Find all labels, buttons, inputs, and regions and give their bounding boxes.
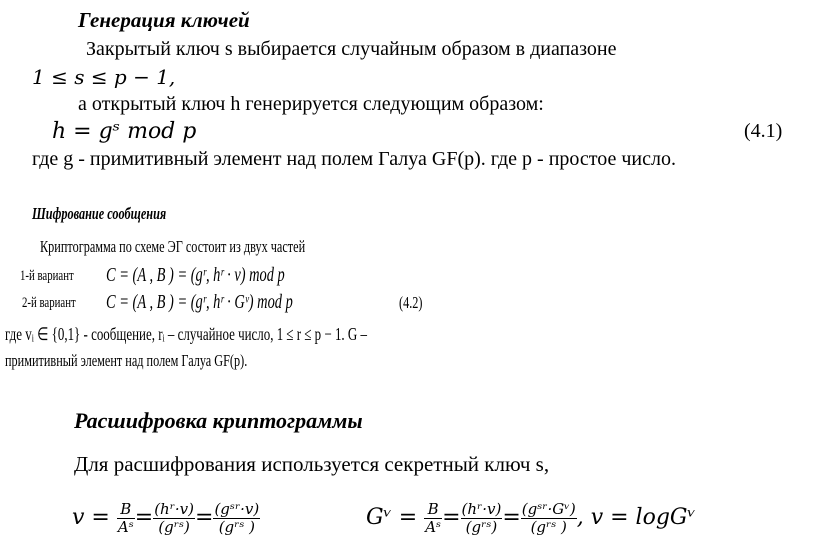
fraction-denominator: (gʳˢ ) bbox=[218, 517, 256, 536]
paragraph-line: Для расшифрования используется секретный ключ s, bbox=[74, 452, 550, 476]
fraction bbox=[117, 501, 135, 536]
fraction-denominator: Aˢ bbox=[117, 517, 134, 536]
variant-formula: C = (A , B ) = (gʳ, hʳ · Gᵛ) mod p bbox=[106, 291, 293, 313]
variant-label: 1-й вариант bbox=[20, 268, 74, 284]
fraction bbox=[213, 501, 260, 536]
formula-lhs: v = bbox=[72, 505, 110, 530]
section-heading-encryption: Шифрование сообщения bbox=[32, 204, 167, 223]
variant-formula: C = (A , B ) = (gʳ, hʳ · v) mod p bbox=[106, 264, 285, 286]
paragraph-line: где g - примитивный элемент над полем Галуа GF(p). где р - простое число. bbox=[32, 148, 676, 170]
fraction-numerator: (gˢʳ·Gᵛ) bbox=[521, 499, 576, 518]
paragraph-line: примитивный элемент над полем Галуа GF(p). bbox=[5, 351, 248, 370]
fraction-denominator: (gʳˢ) bbox=[465, 517, 498, 536]
equals-sign: = bbox=[442, 505, 461, 530]
fraction-numerator: B bbox=[424, 501, 442, 519]
equals-sign: = bbox=[502, 505, 521, 530]
fraction-denominator: Aˢ bbox=[425, 517, 442, 536]
section-heading-decryption: Расшифровка криптограммы bbox=[74, 408, 363, 433]
decryption-formula-1 bbox=[72, 498, 260, 538]
fraction bbox=[424, 501, 442, 536]
fraction-numerator: (hʳ·v) bbox=[154, 499, 195, 518]
formula-tail: , v = logGᵛ bbox=[576, 505, 696, 530]
paragraph-line: где vᵢ ∈ {0,1} - сообщение, rᵢ – случайное число, 1 ≤ r ≤ p − 1. G – bbox=[5, 324, 368, 344]
formula-lhs: Gᵛ = bbox=[366, 505, 418, 530]
fraction-numerator: (gˢʳ·v) bbox=[214, 499, 260, 518]
fraction-numerator: B bbox=[117, 501, 135, 519]
equation-number: (4.2) bbox=[399, 293, 423, 312]
fraction-numerator: (hʳ·v) bbox=[461, 499, 502, 518]
equals-sign: = bbox=[195, 505, 214, 530]
paragraph-line: Закрытый ключ s выбирается случайным образом в диапазоне bbox=[86, 38, 617, 60]
decryption-formula-2 bbox=[366, 498, 696, 538]
section-heading-key-generation: Генерация ключей bbox=[78, 8, 250, 32]
fraction-denominator: (gʳˢ ) bbox=[530, 517, 567, 536]
paragraph-line: Криптограмма по схеме ЭГ состоит из двух частей bbox=[40, 237, 306, 256]
equals-sign: = bbox=[134, 505, 154, 530]
variant-label: 2-й вариант bbox=[22, 295, 76, 311]
range-expression: 1 ≤ s ≤ p − 1, bbox=[32, 65, 176, 89]
fraction bbox=[521, 501, 577, 536]
fraction bbox=[153, 501, 195, 536]
fraction-denominator: (gʳˢ) bbox=[158, 517, 190, 536]
fraction bbox=[461, 501, 503, 536]
formula-4-1: h = gˢ mod p bbox=[52, 119, 197, 144]
equation-number: (4.1) bbox=[744, 120, 783, 142]
paragraph-line: а открытый ключ h генерируется следующим образом: bbox=[78, 93, 544, 115]
